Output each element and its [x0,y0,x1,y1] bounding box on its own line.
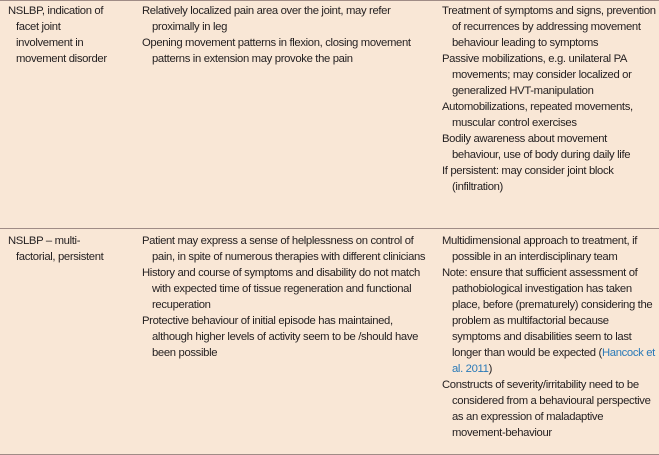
management-item: Bodily awareness about movement behaviour, use of body during daily life [442,133,631,161]
management-cell [442,3,656,195]
clinical-feature-item: Opening movement patterns in flexion, closing movement patterns in extension may provoke the pain [142,37,411,65]
management-cell [442,233,656,441]
management-item: If persistent: may consider joint block (infiltration) [442,165,614,193]
management-item: Constructs of severity/irritability need to be considered from a behavioural perspective as an expression of maladaptive movement-behaviour [442,379,651,439]
clinical-features-cell [142,233,430,361]
clinical-feature-item: History and course of symptoms and disability do not match with expected time of tissue regeneration and functional recuperation [142,267,420,311]
management-item: Multidimensional approach to treatment, if possible in an interdisciplinary team [442,235,638,263]
clinical-feature-item: Protective behaviour of initial episode has maintained, although higher levels of activity seem to be /should have been possible [142,315,419,359]
condition-text-line: NSLBP, indication of [8,5,104,17]
condition-text-line: NSLBP – multi- [8,235,81,247]
management-item: Treatment of symptoms and signs, prevention of recurrences by addressing movement behaviour leading to symptoms [442,5,656,49]
reference-prefix: ( [598,347,602,359]
reference-link[interactable]: Hancock et al. 2011 [452,347,655,375]
condition-cell [8,233,128,265]
condition-cell [8,3,128,67]
condition-text-line: facet joint [16,21,61,33]
table-row [0,229,659,455]
condition-text-line: movement disorder [16,53,107,65]
clinical-feature-item: Patient may express a sense of helplessness on control of pain, in spite of numerous therapies with different clinicians [142,235,426,263]
management-item [442,265,656,377]
management-item: Automobilizations, repeated movements, muscular control exercises [442,101,633,129]
management-note-text: Note: ensure that sufficient assessment of pathobiological investigation has taken place, before (prematurely) considering the problem as multifactorial because symptoms and disabilities seem to last longer than would be expected [442,267,653,359]
clinical-feature-item: Relatively localized pain area over the joint, may refer proximally in leg [142,5,391,33]
clinical-features-cell [142,3,430,67]
condition-text-line: factorial, persistent [16,251,104,263]
condition-text-line: involvement in [16,37,84,49]
management-item: Passive mobilizations, e.g. unilateral PA movements; may consider localized or generalized HVT-manipulation [442,53,632,97]
reference-suffix: ) [488,363,492,375]
